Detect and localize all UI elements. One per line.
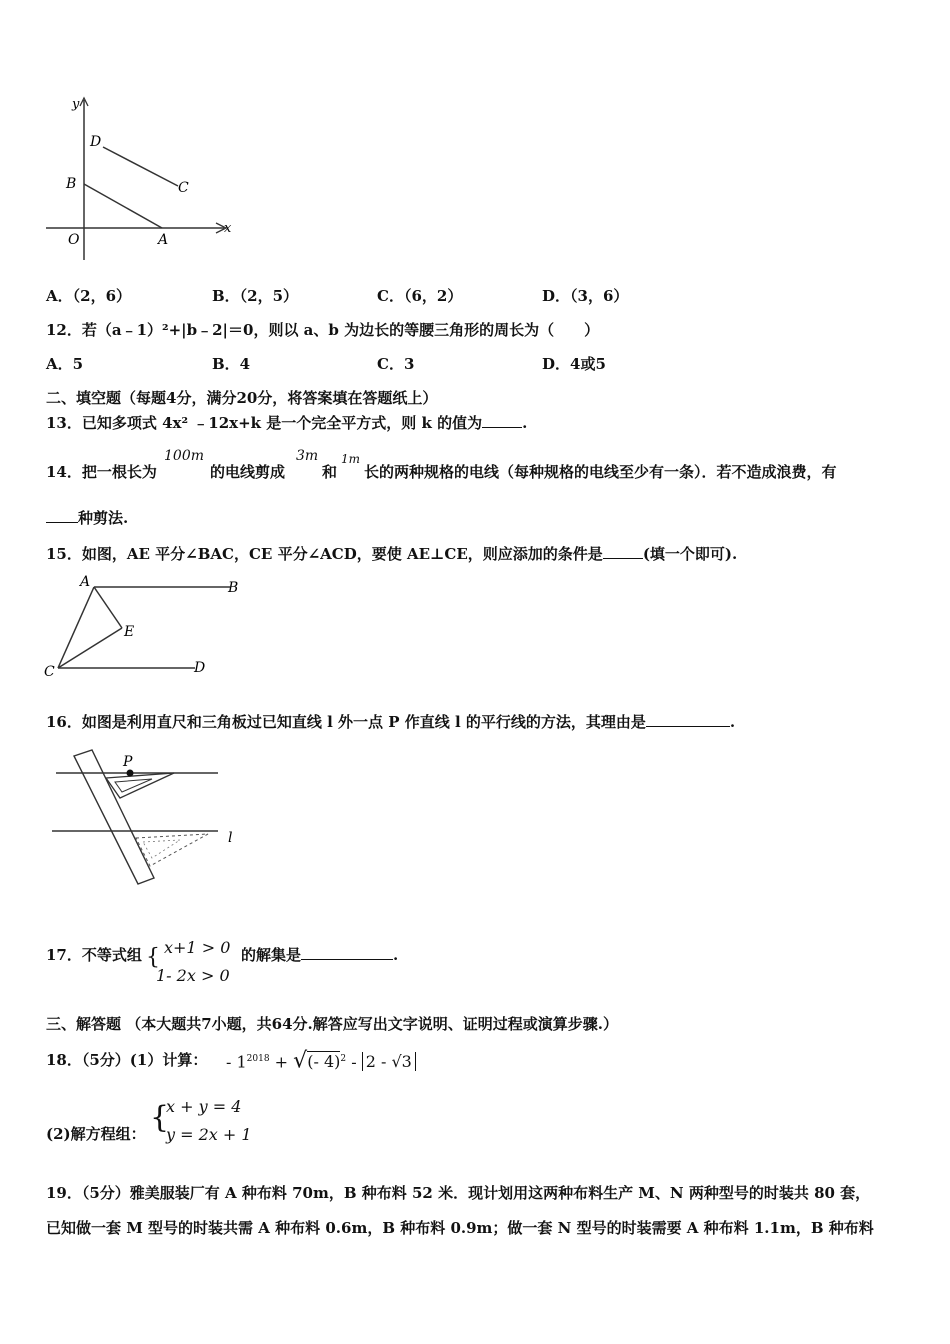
q18-sqrt-arg: (- 4)	[307, 1052, 341, 1072]
q18-term-1	[226, 1049, 416, 1072]
q16-end: .	[729, 713, 736, 731]
q12-option-a: A．5	[46, 355, 84, 373]
triangle-upper	[106, 773, 174, 798]
q14-line2-text: 种剪法.	[78, 509, 129, 527]
segment-dc	[103, 147, 178, 186]
q13-blank[interactable]	[482, 413, 522, 428]
segment-ae	[94, 587, 122, 628]
q16-blank[interactable]	[646, 712, 730, 727]
label-c: C	[44, 664, 55, 680]
q18-brace: {	[150, 1100, 170, 1135]
q14-blank[interactable]	[46, 508, 78, 523]
q14-length-a: 3m	[296, 448, 319, 464]
label-c: C	[178, 180, 189, 196]
q17-text: 的解集是	[241, 946, 302, 964]
ruler	[74, 750, 154, 884]
label-e: E	[124, 624, 135, 640]
segment-ac	[58, 587, 94, 668]
q17-brace: {	[146, 945, 160, 970]
q18-sqrt-exponent: 2	[340, 1054, 347, 1064]
label-b: B	[66, 176, 77, 192]
q14-length-total: 100m	[164, 448, 204, 464]
label-x: x	[224, 221, 232, 236]
q13-end: .	[522, 414, 528, 432]
angle-bisector-figure	[40, 570, 250, 680]
triangle-lower-dashed	[136, 834, 208, 866]
q17-end: .	[393, 946, 399, 964]
q18-minus: -	[351, 1052, 357, 1072]
q16	[46, 712, 735, 732]
q17-inequality-2: 1- 2x > 0	[156, 966, 230, 985]
label-b: B	[228, 580, 239, 596]
coordinate-figure	[40, 92, 240, 267]
q18-neg-one: - 1	[226, 1052, 247, 1072]
label-d: D	[90, 134, 102, 150]
q19-line-2: 已知做一套 M 型号的时装共需 A 种布料 0.6m，B 种布料 0.9m；做一套 N 型号的时装需要 A 种布料 1.1m，B 种布料	[46, 1219, 874, 1237]
q18-equation-2: y = 2x + 1	[166, 1125, 252, 1144]
point-p	[127, 770, 134, 777]
q15-end: (填一个即可).	[642, 545, 738, 563]
q17-blank[interactable]	[301, 945, 393, 960]
q18-sqrt: √	[293, 1048, 308, 1074]
q18-part2: (2)解方程组：	[46, 1125, 146, 1143]
q15-blank[interactable]	[603, 544, 643, 559]
label-p: P	[123, 754, 133, 770]
q14-part2: 的电线剪成	[210, 463, 286, 481]
q17-label: 17．不等式组	[46, 946, 142, 964]
label-l: l	[228, 830, 233, 846]
q15	[46, 544, 737, 564]
q13-text: 13．已知多项式 4x² ﹣12x+k 是一个完全平方式，则 k 的值为	[46, 414, 483, 432]
label-o: O	[68, 232, 80, 248]
q12-stem: 12．若（a﹣1）²+|b﹣2|＝0，则以 a、b 为边长的等腰三角形的周长为（ ）	[46, 321, 600, 339]
q16-text: 16．如图是利用直尺和三角板过已知直线 l 外一点 P 作直线 l 的平行线的方法，其理由是	[46, 713, 646, 731]
q18-equation-1: x + y = 4	[166, 1097, 242, 1116]
ruler-triangle-figure	[46, 748, 246, 888]
q11-option-c: C．（6，2）	[377, 287, 463, 305]
q11-option-a: A．（2，6）	[46, 287, 132, 305]
label-d: D	[194, 660, 206, 676]
q18-label: 18．（5分）(1）计算：	[46, 1051, 208, 1069]
q18-plus: +	[274, 1052, 289, 1072]
q12-option-d: D．4或5	[542, 355, 606, 373]
q11-option-b: B．（2，5）	[212, 287, 299, 305]
q15-text: 15．如图，AE 平分∠BAC，CE 平分∠ACD，要使 AE⊥CE，则应添加的条件是	[46, 545, 603, 563]
q17-tail	[241, 945, 398, 965]
q14-part1: 14．把一根长为	[46, 463, 157, 481]
q19-line-1: 19．（5分）雅美服装厂有 A 种布料 70m，B 种布料 52 米．现计划用这两种布料生产 M、N 两种型号的时装共 80 套，	[46, 1184, 871, 1202]
label-a: A	[80, 574, 91, 590]
q12-option-b: B．4	[212, 355, 251, 373]
q14-part3: 和	[322, 463, 338, 481]
q14-length-b: 1m	[341, 452, 361, 466]
q12-option-c: C．3	[377, 355, 415, 373]
q13	[46, 413, 527, 433]
section-2-heading: 二、填空题（每题4分，满分20分，将答案填在答题纸上）	[46, 389, 438, 407]
label-y: y	[72, 97, 80, 112]
q14-part4: 长的两种规格的电线（每种规格的电线至少有一条）．若不造成浪费，有	[364, 463, 837, 481]
segment-ba	[84, 184, 162, 228]
q14-line2	[46, 508, 128, 528]
q17-inequality-1: x+1 > 0	[164, 938, 231, 957]
triangle-lower-inner-dashed	[143, 840, 180, 858]
label-a: A	[158, 232, 169, 248]
q11-option-d: D．（3，6）	[542, 287, 629, 305]
q18-abs: 2 - √3	[362, 1052, 416, 1071]
section-3-heading: 三、解答题 （本大题共7小题，共64分.解答应写出文字说明、证明过程或演算步骤.）	[46, 1015, 618, 1033]
q18-exponent: 2018	[246, 1054, 270, 1064]
